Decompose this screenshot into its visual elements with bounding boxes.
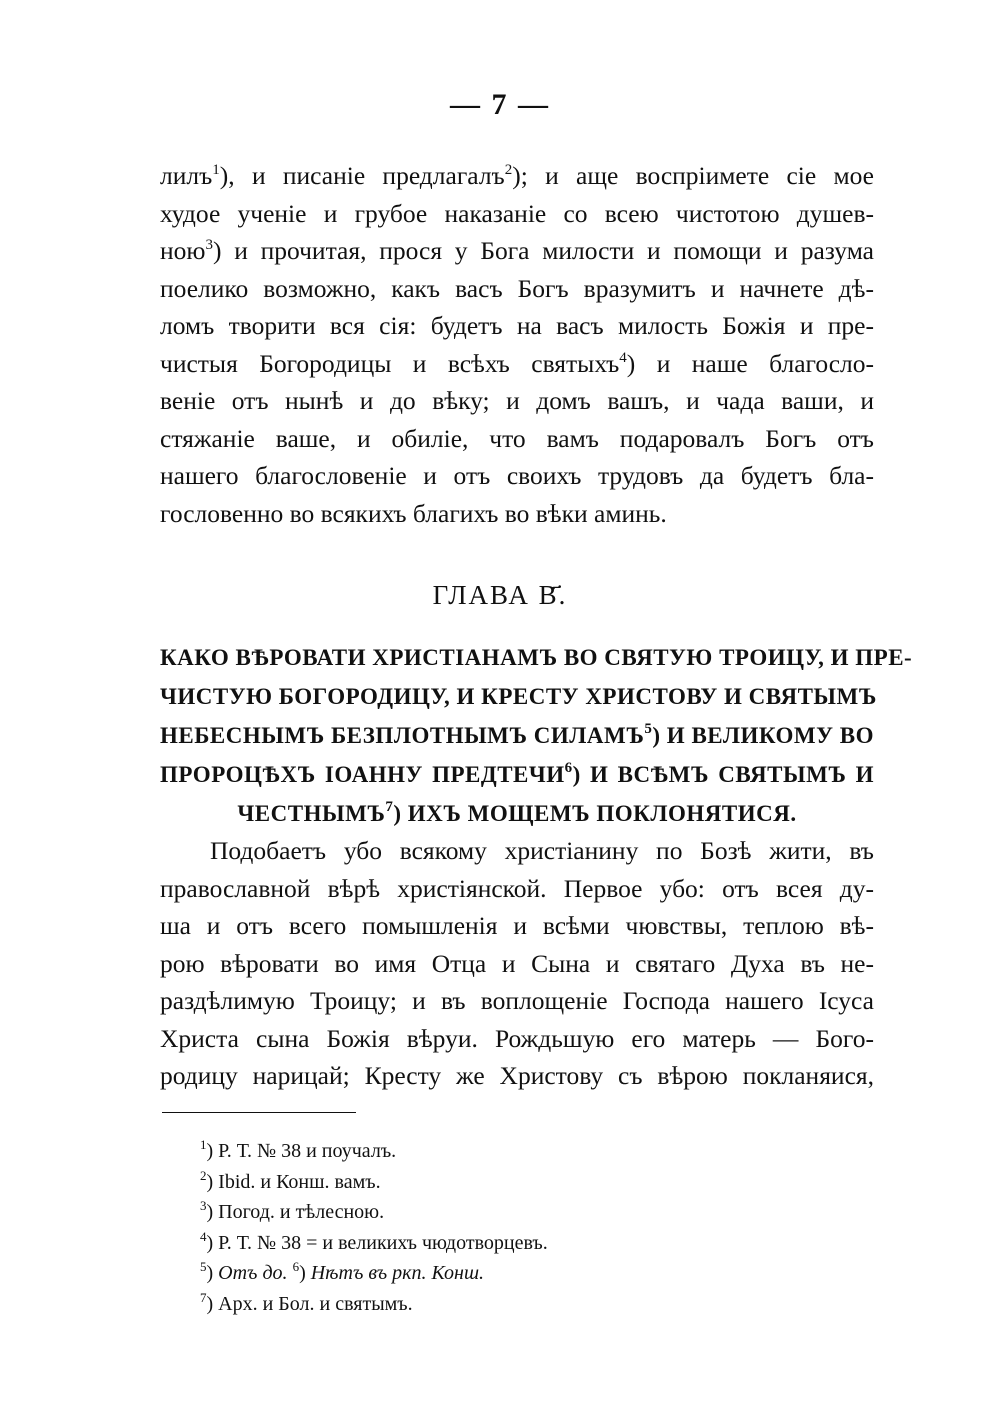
text-line: рою вѣровати во имя Отца и Сына и святаго Духа въ не-	[160, 948, 874, 978]
text-line: стяжаніе ваше, и обиліе, что вамъ подаровалъ Богъ отъ	[160, 423, 874, 453]
text-fragment: ЧЕСТНЫМЪ	[237, 801, 386, 826]
text-fragment: чистыя Богородицы и всѣхъ святыхъ	[160, 348, 620, 378]
footnote-mark: 5	[200, 1259, 207, 1274]
footnote-text: ) Р. Т. № 38 и поучалъ.	[206, 1140, 397, 1162]
paragraph-1	[160, 157, 874, 532]
text-line: Христа сына Божія вѣруи. Рождьшую его матерь — Бого-	[160, 1023, 874, 1053]
text-line	[160, 345, 874, 383]
text-fragment: ); и аще воспріимете сіе мое	[512, 161, 874, 190]
text-fragment: ) и наше благосло-	[626, 348, 875, 378]
chapter-title: ГЛАВА В҃.	[432, 580, 568, 610]
text-line: раздѣлимую Троицу; и въ воплощеніе Господа нашего Ісуса	[160, 986, 874, 1015]
footnote-mark: 2	[200, 1167, 207, 1183]
text-fragment: НЕБЕСНЫМЪ БЕЗПЛОТНЫМЪ СИЛАМЪ	[160, 723, 645, 748]
footnote-ref: 1	[212, 162, 220, 178]
footnote-ref: 6	[564, 760, 573, 776]
subtitle-line	[160, 794, 874, 833]
footnote-mark: 4	[200, 1228, 207, 1244]
footnote-text: )	[206, 1262, 219, 1284]
text-line: гословенно во всякихъ благихъ во вѣки аминь.	[160, 498, 667, 528]
footnote	[200, 1167, 840, 1198]
footnote-divider	[162, 1112, 356, 1113]
text-fragment: ною	[160, 236, 206, 265]
footnote-mark: 3	[200, 1198, 207, 1213]
footnote-text: ) Погод. и тѣлесною.	[206, 1201, 385, 1223]
text-line	[160, 832, 874, 870]
chapter-subtitle	[160, 638, 913, 833]
footnote-text: Отъ до.	[218, 1262, 288, 1284]
text-line: православной вѣрѣ христіянской. Первое убо: отъ всея ду-	[160, 873, 874, 903]
footnote-ref: 2	[504, 162, 513, 178]
footnote-text: ) Арх. и Бол. и святымъ.	[206, 1292, 413, 1315]
footnote-mark: 6	[292, 1259, 300, 1274]
page-number: — 7 —	[450, 88, 550, 121]
footnote-ref: 5	[644, 721, 653, 737]
text-line	[160, 232, 874, 270]
text-line: родицу нарицай; Кресту же Христову съ вѣрою покланяися,	[160, 1061, 874, 1090]
paragraph-2	[160, 832, 874, 1095]
text-line: худое ученіе и грубое наказаніе со всею чистотою душев-	[160, 198, 874, 228]
subtitle-line: КАКО ВѢРОВАТИ ХРИСТІАНАМЪ ВО СВЯТУЮ ТРОИЦУ, И ПРЕ-	[160, 645, 913, 670]
footnote-ref: 7	[385, 799, 394, 815]
text-fragment: ), и писаніе предлагалъ	[219, 161, 505, 190]
text-fragment: ) и прочитая, прося у Бога милости и помощи и разума	[212, 236, 874, 265]
footnotes	[200, 1136, 840, 1319]
footnote-text: Нѣтъ въ ркп. Конш.	[310, 1262, 485, 1284]
text-fragment: ) ИХЪ МОЩЕМЪ ПОКЛОНЯТИСЯ.	[393, 801, 797, 826]
text-line: ломъ творити вся сія: будетъ на васъ милость Божія и пре-	[160, 311, 874, 340]
subtitle-line	[160, 716, 874, 755]
text-line: ша и отъ всего помышленія и всѣми чювствы, теплою вѣ-	[160, 911, 874, 940]
text-fragment: лилъ	[160, 161, 213, 190]
footnote	[200, 1197, 840, 1228]
footnote-text: )	[299, 1262, 311, 1284]
footnote-ref: 4	[619, 349, 627, 366]
footnote	[200, 1289, 840, 1320]
text-fragment: Подобаетъ убо всякому христіанину по Бозѣ жити, въ	[210, 836, 874, 865]
text-fragment: ПРОРОЦѢХЪ ІОАННУ ПРЕДТЕЧИ	[160, 762, 565, 787]
footnote-mark: 1	[200, 1137, 207, 1152]
footnote	[200, 1136, 840, 1167]
footnote-mark: 7	[200, 1289, 207, 1305]
text-line: поелико возможно, какъ васъ Богъ вразумитъ и начнете дѣ-	[160, 273, 874, 303]
footnote-ref: 3	[205, 237, 213, 253]
text-fragment: ) И ВЕЛИКОМУ ВО	[652, 723, 874, 748]
subtitle-line	[160, 755, 874, 794]
footnote-text: ) Р. Т. № 38 = и великихъ чюдотворцевъ.	[206, 1231, 548, 1254]
text-line: веніе отъ нынѣ и до вѣку; и домъ вашъ, и чада ваши, и	[160, 386, 874, 415]
text-fragment: ) И ВСѢМЪ СВЯТЫМЪ И	[572, 762, 874, 787]
subtitle-line: ЧИСТУЮ БОГОРОДИЦУ, И КРЕСТУ ХРИСТОВУ И СВЯТЫМЪ	[160, 684, 877, 709]
footnote	[200, 1258, 840, 1289]
footnote-text: ) Ibid. и Конш. вамъ.	[206, 1170, 381, 1193]
text-line: нашего благословеніе и отъ своихъ трудовъ да будетъ бла-	[160, 461, 874, 490]
text-line	[160, 157, 874, 195]
footnote	[200, 1228, 840, 1259]
